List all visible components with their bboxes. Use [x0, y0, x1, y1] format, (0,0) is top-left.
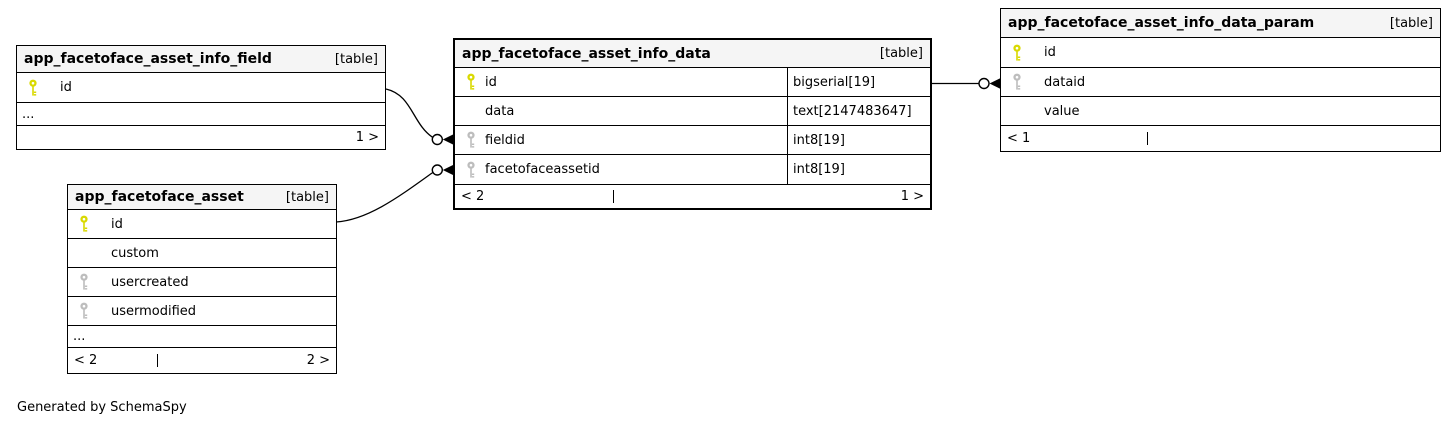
column-row-id — [455, 68, 930, 97]
table-title: app_facetoface_asset — [75, 189, 244, 205]
column-name: value — [1044, 103, 1080, 119]
table-type-badge: [table] — [1389, 15, 1433, 31]
primary-key-icon — [28, 79, 38, 97]
table-title: app_facetoface_asset_info_field — [24, 51, 272, 67]
table-type-badge: [table] — [879, 46, 923, 61]
edge-data-id-to-param-dataid — [932, 78, 1000, 89]
foreign-key-icon — [79, 302, 89, 320]
table-title: app_facetoface_asset_info_data — [462, 45, 711, 62]
column-row-usercreated — [68, 268, 336, 297]
ellipsis-row — [17, 103, 385, 126]
primary-key-icon — [1012, 44, 1022, 62]
column-row-usermodified — [68, 297, 336, 326]
column-name: custom — [111, 245, 159, 261]
column-name: id — [485, 74, 497, 90]
column-row-id — [68, 210, 336, 239]
column-name: id — [1044, 45, 1056, 60]
foreign-key-icon — [466, 161, 476, 179]
column-name: usercreated — [111, 274, 189, 290]
table-header — [455, 40, 930, 68]
ellipsis-label: ... — [22, 106, 35, 122]
column-type: text[2147483647] — [787, 97, 930, 125]
table-header — [1001, 9, 1440, 38]
table-header — [68, 185, 336, 210]
edge-field-id-to-data-fieldid — [386, 89, 454, 145]
column-name: fieldid — [485, 132, 525, 148]
related-count-right: 1 > — [900, 189, 925, 204]
column-row-data — [455, 97, 930, 126]
column-type: int8[19] — [787, 126, 930, 154]
column-row-dataid — [1001, 68, 1440, 97]
table-app-facetoface-asset[interactable] — [67, 184, 337, 374]
generator-credit: Generated by SchemaSpy — [17, 400, 187, 415]
column-row-id — [1001, 38, 1440, 68]
column-row-fieldid — [455, 126, 930, 155]
foreign-key-icon — [79, 273, 89, 291]
table-type-badge: [table] — [285, 189, 329, 205]
primary-key-icon — [466, 73, 476, 91]
column-name: facetofaceassetid — [485, 162, 600, 177]
ellipsis-label: ... — [73, 329, 86, 344]
column-name: data — [485, 103, 515, 119]
primary-key-icon — [79, 215, 89, 233]
foreign-key-icon — [1012, 73, 1022, 91]
related-count-right: 2 > — [306, 353, 331, 368]
table-app-facetoface-asset-info-data-param[interactable] — [1000, 8, 1441, 152]
related-count-left: < 1 — [1001, 132, 1148, 145]
foreign-key-icon — [466, 131, 476, 149]
column-row-value — [1001, 97, 1440, 126]
column-type: bigserial[19] — [787, 68, 930, 96]
ellipsis-row — [68, 326, 336, 348]
table-footer — [455, 185, 930, 208]
table-footer — [1001, 126, 1440, 151]
related-count-left: < 2 — [68, 354, 158, 367]
column-type: int8[19] — [787, 155, 930, 184]
table-app-facetoface-asset-info-data[interactable] — [453, 38, 932, 210]
table-app-facetoface-asset-info-field[interactable] — [16, 45, 386, 150]
column-name: dataid — [1044, 74, 1086, 90]
table-title: app_facetoface_asset_info_data_param — [1008, 15, 1315, 31]
column-row-facetofaceassetid — [455, 155, 930, 185]
table-header — [17, 46, 385, 73]
edge-asset-id-to-data-facetofaceassetid — [336, 165, 454, 222]
related-count-right: 1 > — [355, 130, 379, 145]
related-count-left: < 2 — [455, 190, 614, 203]
column-name: id — [60, 80, 72, 95]
table-footer — [68, 348, 336, 373]
column-name: usermodified — [111, 303, 197, 319]
column-row-id — [17, 73, 385, 103]
column-name: id — [111, 216, 123, 232]
table-footer — [17, 126, 385, 149]
table-type-badge: [table] — [334, 51, 378, 67]
column-row-custom — [68, 239, 336, 268]
